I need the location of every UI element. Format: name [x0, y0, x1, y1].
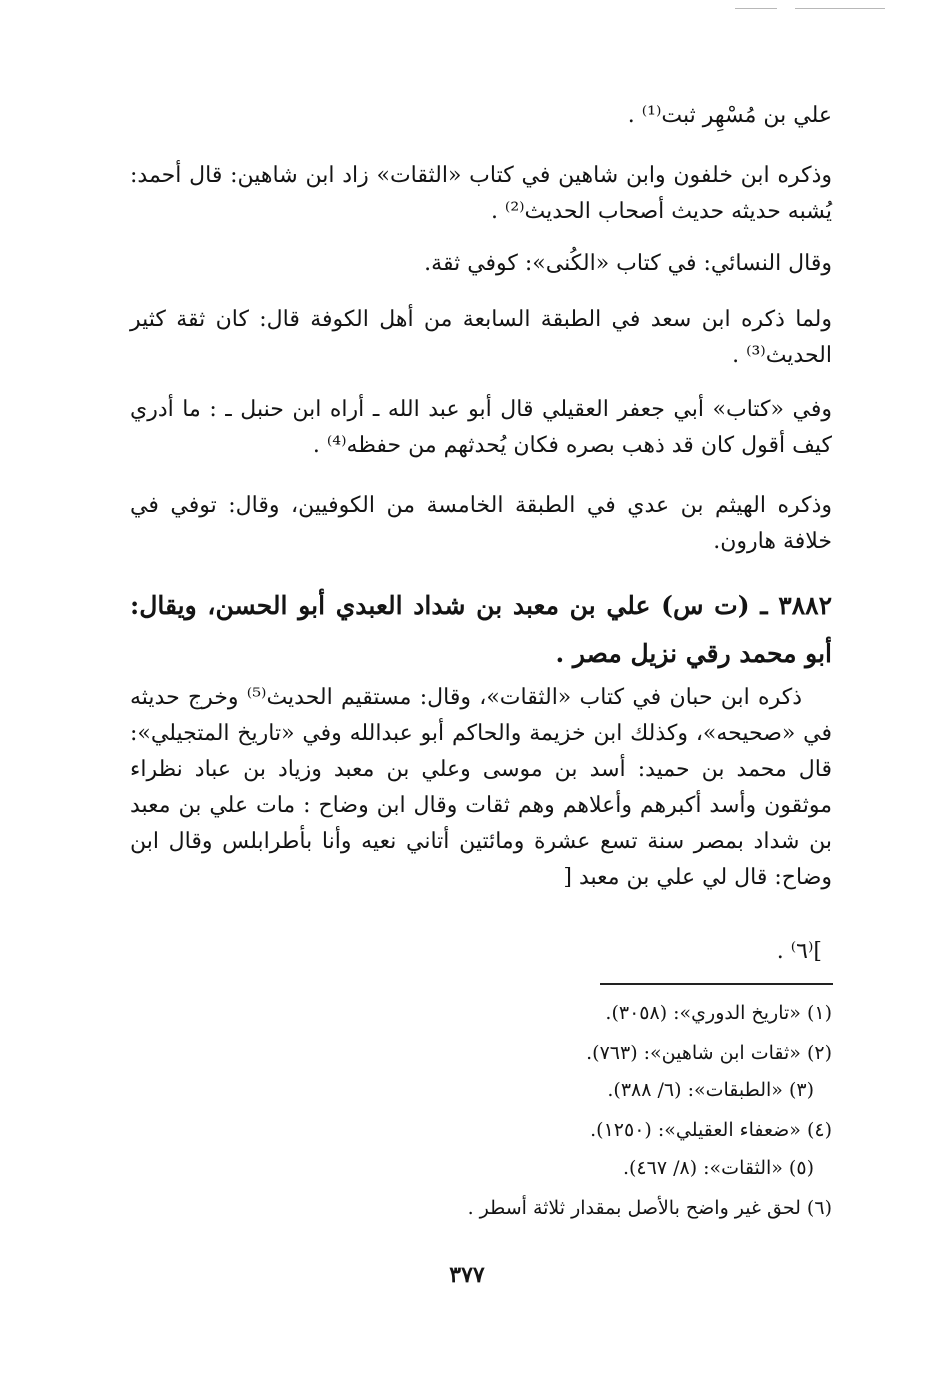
- footnote-3: (٣) «الطبقات»: (٦/ ٣٨٨).: [607, 1079, 814, 1101]
- paragraph-5: وفي «كتاب» أبي جعفر العقيلي قال أبو عبد الله ـ أراه ابن حنبل ـ : ما أدري كيف أقول كان قد ذهب بصره فكان يُحدثهم من حفظه⁽⁴⁾ .: [130, 397, 832, 458]
- entry-body: ذكره ابن حبان في كتاب «الثقات»، وقال: مستقيم الحديث⁽⁵⁾ وخرج حديثه في «صحيحه»، وكذلك ابن خزيمة والحاكم أبو عبدالله وفي «تاريخ المتجيلي»: قال محمد بن حميد: أسد بن موسى وعلي بن معبد وزياد بن عباد نظراء موثقون وأسد أكبرهم وأعلاهم وهم ثقات وقال ابن وضاح : مات علي بن معبد بن شداد بمصر سنة تسع عشرة ومائتين أتاني نعيه وأنا بأطرابلس وقال ابن وضاح: قال لي علي بن معبد [: [130, 685, 832, 890]
- footnote-1: (١) «تاريخ الدوري»: (٣٠٥٨).: [605, 1002, 832, 1024]
- paragraph-1: علي بن مُسْهِر ثبت⁽¹⁾ .: [627, 103, 832, 128]
- footnote-5: (٥) «الثقات»: (٨/ ٤٦٧).: [622, 1157, 814, 1179]
- paragraph-6: وذكره الهيثم بن عدي في الطبقة الخامسة من الكوفيين، وقال: توفي في خلافة هارون.: [130, 493, 832, 554]
- entry-heading: ٣٨٨٢ ـ (ت س) علي بن معبد بن شداد العبدي أبو الحسن، ويقال: أبو محمد رقي نزيل مصر .: [130, 591, 832, 668]
- top-scan-line: [795, 8, 885, 9]
- paragraph-3: وقال النسائي: في كتاب «الكُنى»: كوفي ثقة.: [424, 251, 832, 276]
- footnote-2: (٢) «ثقات ابن شاهين»: (٧٦٣).: [586, 1042, 832, 1064]
- top-scan-line: [735, 8, 777, 9]
- entry-closing: ]⁽٦⁾ .: [776, 939, 822, 964]
- footnote-4: (٤) «ضعفاء العقيلي»: (١٢٥٠).: [590, 1119, 832, 1141]
- paragraph-4: ولما ذكره ابن سعد في الطبقة السابعة من أهل الكوفة قال: كان ثقة كثير الحديث⁽³⁾ .: [130, 307, 832, 368]
- footnote-6: (٦) لحق غير واضح بالأصل بمقدار ثلاثة أسطر .: [467, 1197, 832, 1219]
- paragraph-2: وذكره ابن خلفون وابن شاهين في كتاب «الثقات» زاد ابن شاهين: قال أحمد: يُشبه حديثه حديث أصحاب الحديث⁽²⁾ .: [130, 163, 832, 224]
- footnote-separator: [600, 983, 833, 985]
- page-number: ٣٧٧: [449, 1262, 485, 1288]
